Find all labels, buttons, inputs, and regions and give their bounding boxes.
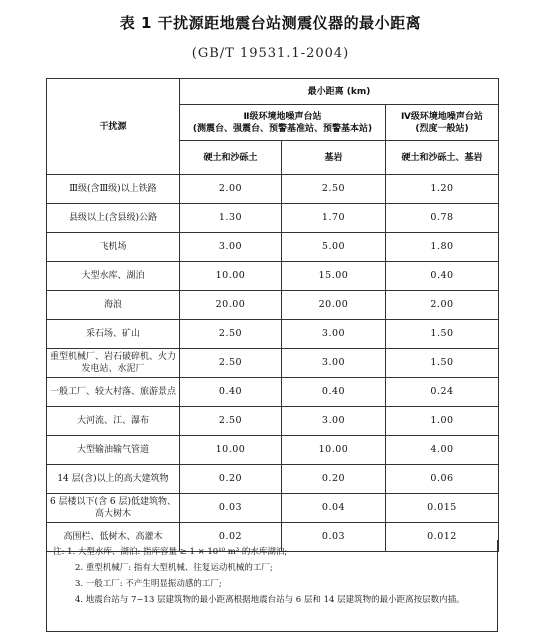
table-row	[47, 175, 499, 204]
rock-value: 15.00	[282, 262, 386, 291]
soil-value: 0.02	[180, 523, 282, 552]
table-row	[47, 465, 499, 494]
header-min-distance: 最小距离 (km)	[180, 79, 499, 105]
class4-value: 4.00	[386, 436, 499, 465]
class4-value: 1.20	[386, 175, 499, 204]
table-row	[47, 291, 499, 320]
table-row	[47, 436, 499, 465]
soil-value: 10.00	[180, 262, 282, 291]
source-cell: 大型水库、湖泊	[47, 262, 180, 291]
header-class4-title: Ⅳ级环境地噪声台站	[401, 111, 483, 122]
class4-value: 1.80	[386, 233, 499, 262]
source-cell: 14 层(含)以上的高大建筑物	[47, 465, 180, 494]
header-class2	[180, 105, 386, 141]
header-c2-rock: 基岩	[282, 141, 386, 175]
class4-value: 0.78	[386, 204, 499, 233]
soil-value: 20.00	[180, 291, 282, 320]
note-3: 3. 一般工厂: 不产生明显振动感的工厂;	[75, 579, 222, 589]
source-cell: Ⅲ级(含Ⅲ级)以上铁路	[47, 175, 180, 204]
rock-value: 0.03	[282, 523, 386, 552]
rock-value: 20.00	[282, 291, 386, 320]
source-cell: 县级以上(含县级)公路	[47, 204, 180, 233]
note-1: 注: 1. 大型水库、湖泊: 指库容量 ≥ 1 × 10¹⁰ m³ 的水库湖泊;	[53, 547, 288, 557]
class4-value: 2.00	[386, 291, 499, 320]
note-2: 2. 重型机械厂: 指有大型机械、往复运动机械的工厂;	[75, 563, 273, 573]
rock-value: 3.00	[282, 349, 386, 378]
source-cell: 大河流、江、瀑布	[47, 407, 180, 436]
note-4: 4. 地震台站与 7~13 层建筑物的最小距离根据地震台站与 6 层和 14 层建筑物的最小距离按层数内插。	[75, 595, 465, 605]
class4-value: 0.012	[386, 523, 499, 552]
class4-value: 0.40	[386, 262, 499, 291]
source-cell: 海浪	[47, 291, 180, 320]
header-class4	[386, 105, 499, 141]
soil-value: 3.00	[180, 233, 282, 262]
rock-value: 0.40	[282, 378, 386, 407]
soil-value: 2.50	[180, 349, 282, 378]
source-cell: 6 层楼以下(含 6 层)低建筑物、高大树木	[47, 494, 180, 523]
table-row	[47, 204, 499, 233]
table-row	[47, 262, 499, 291]
header-class2-subtitle: (测震台、强震台、预警基准站、预警基本站)	[192, 123, 373, 134]
table-row	[47, 349, 499, 378]
rock-value: 2.50	[282, 175, 386, 204]
table-row	[47, 378, 499, 407]
source-cell: 一般工厂、较大村落、旅游景点	[47, 378, 180, 407]
source-cell: 重型机械厂、岩石破碎机、火力发电站、水泥厂	[47, 349, 180, 378]
header-interference-source: 干扰源	[47, 79, 180, 175]
header-c4-soil-rock: 硬土和沙砾土、基岩	[386, 141, 499, 175]
header-class4-subtitle: (烈度一般站)	[415, 123, 469, 134]
rock-value: 0.20	[282, 465, 386, 494]
standard-reference: (GB/T 19531.1-2004)	[191, 46, 350, 61]
soil-value: 0.20	[180, 465, 282, 494]
class4-value: 1.50	[386, 320, 499, 349]
table-row	[47, 494, 499, 523]
class4-value: 1.00	[386, 407, 499, 436]
table-notes	[46, 540, 498, 632]
soil-value: 2.00	[180, 175, 282, 204]
rock-value: 5.00	[282, 233, 386, 262]
table-row	[47, 233, 499, 262]
class4-value: 1.50	[386, 349, 499, 378]
class4-value: 0.24	[386, 378, 499, 407]
rock-value: 0.04	[282, 494, 386, 523]
soil-value: 2.50	[180, 407, 282, 436]
table-title: 表 1 干扰源距地震台站测震仪器的最小距离	[119, 14, 422, 32]
source-cell: 高围栏、低树木、高灌木	[47, 523, 180, 552]
header-class2-title: Ⅱ级环境地噪声台站	[243, 111, 322, 122]
rock-value: 3.00	[282, 320, 386, 349]
table-row	[47, 407, 499, 436]
table-row	[47, 320, 499, 349]
header-c2-soil: 硬土和沙砾土	[180, 141, 282, 175]
soil-value: 0.40	[180, 378, 282, 407]
soil-value: 10.00	[180, 436, 282, 465]
source-cell: 大型输油输气管道	[47, 436, 180, 465]
distance-table	[46, 78, 499, 552]
source-cell: 采石场、矿山	[47, 320, 180, 349]
source-cell: 飞机场	[47, 233, 180, 262]
rock-value: 10.00	[282, 436, 386, 465]
rock-value: 1.70	[282, 204, 386, 233]
class4-value: 0.015	[386, 494, 499, 523]
soil-value: 2.50	[180, 320, 282, 349]
soil-value: 1.30	[180, 204, 282, 233]
soil-value: 0.03	[180, 494, 282, 523]
rock-value: 3.00	[282, 407, 386, 436]
class4-value: 0.06	[386, 465, 499, 494]
